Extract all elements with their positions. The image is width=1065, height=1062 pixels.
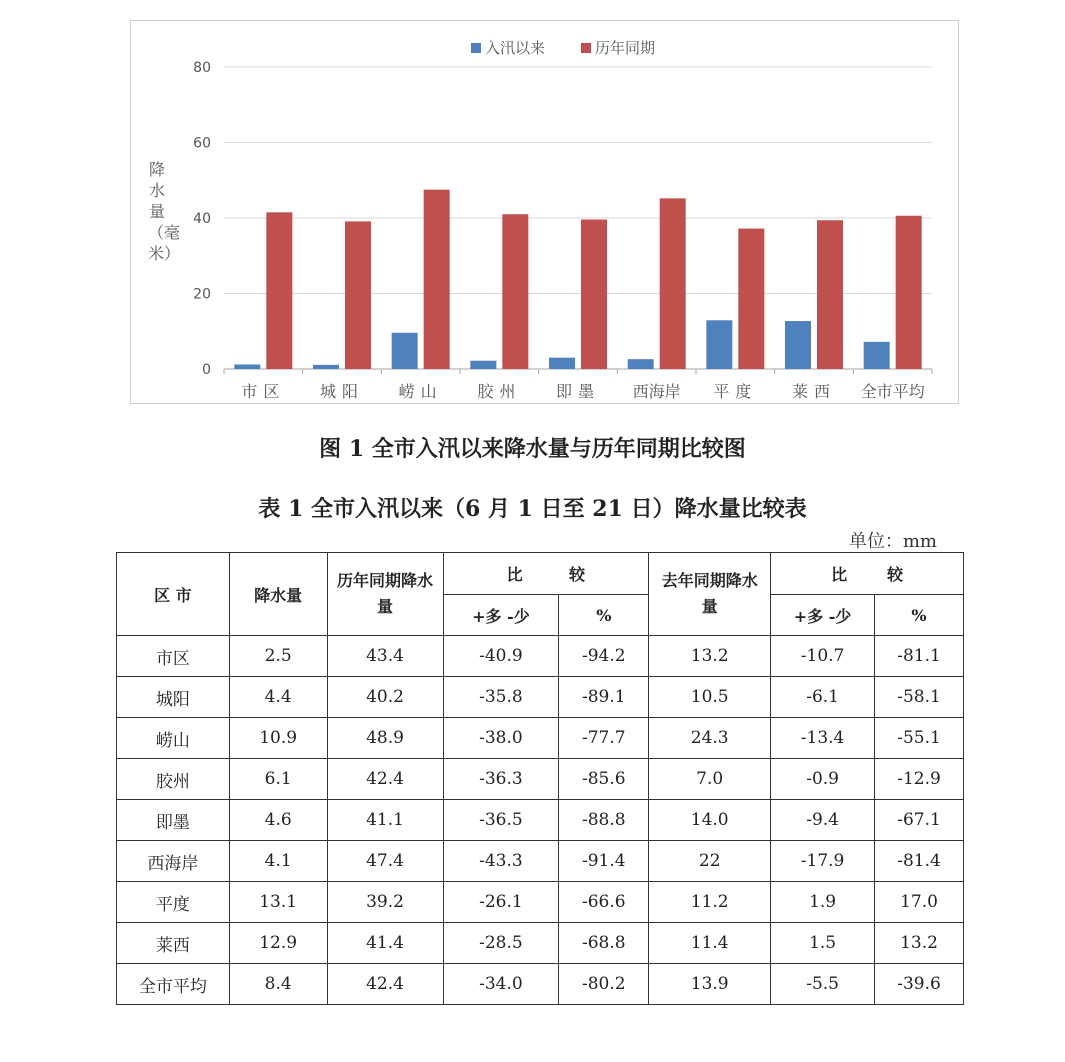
table-row (117, 636, 964, 677)
value-cell: -34.0 (443, 964, 559, 1005)
value-cell: -58.1 (875, 677, 964, 718)
header-pct: % (559, 595, 649, 636)
header-compare (443, 553, 649, 595)
x-tick-label: 莱西 (791, 382, 837, 401)
table-row (117, 677, 964, 718)
value-cell: -80.2 (559, 964, 649, 1005)
value-cell: 13.2 (875, 923, 964, 964)
x-tick-label: 全市平均 (860, 382, 925, 401)
value-cell: -38.0 (443, 718, 559, 759)
header-hist-normal-text: 历年同期降水量 (337, 571, 434, 616)
unit-label: 单位：mm (848, 531, 937, 552)
value-cell: 17.0 (875, 882, 964, 923)
value-cell: 12.9 (229, 923, 327, 964)
y-tick-label: 40 (193, 211, 211, 227)
bar-blue (864, 342, 890, 369)
header-hist-normal (327, 553, 443, 636)
y-axis-label: 降水量（毫米） (148, 160, 181, 263)
y-tick-label: 0 (202, 362, 211, 378)
legend-label: 历年同期 (595, 39, 656, 57)
district-cell: 平度 (117, 882, 230, 923)
value-cell: -39.6 (875, 964, 964, 1005)
table-row (117, 882, 964, 923)
table-row (117, 923, 964, 964)
value-cell: -91.4 (559, 841, 649, 882)
value-cell: 6.1 (229, 759, 327, 800)
header-pct-b: % (875, 595, 964, 636)
header-compare-text-2: 较 (569, 565, 586, 584)
rainfall-chart (130, 20, 959, 404)
bar-red (660, 198, 686, 369)
y-tick-label: 20 (193, 286, 211, 303)
legend-swatch-red (581, 43, 591, 53)
header-last-year-text: 去年同期降水量 (661, 571, 758, 616)
header-last-year (649, 553, 771, 636)
value-cell: -43.3 (443, 841, 559, 882)
value-cell: -81.4 (875, 841, 964, 882)
value-cell: -26.1 (443, 882, 559, 923)
bar-blue (549, 358, 575, 369)
value-cell: 13.9 (649, 964, 771, 1005)
table-row (117, 841, 964, 882)
table-body (117, 636, 964, 1005)
header-compare-b (771, 553, 964, 595)
y-tick-label: 80 (193, 60, 211, 76)
value-cell: -81.1 (875, 636, 964, 677)
table-title: 表 1 全市入汛以来（6 月 1 日至 21 日）降水量比较表 (258, 496, 807, 522)
district-cell: 崂山 (117, 718, 230, 759)
value-cell: -6.1 (771, 677, 875, 718)
district-cell: 西海岸 (117, 841, 230, 882)
value-cell: -89.1 (559, 677, 649, 718)
value-cell: -66.6 (559, 882, 649, 923)
value-cell: 7.0 (649, 759, 771, 800)
value-cell: 41.4 (327, 923, 443, 964)
value-cell: -13.4 (771, 718, 875, 759)
value-cell: 13.1 (229, 882, 327, 923)
legend-item-series-2 (581, 37, 655, 58)
value-cell: -10.7 (771, 636, 875, 677)
value-cell: 47.4 (327, 841, 443, 882)
value-cell: -28.5 (443, 923, 559, 964)
bar-blue (706, 320, 732, 369)
value-cell: 1.9 (771, 882, 875, 923)
value-cell: 48.9 (327, 718, 443, 759)
value-cell: 42.4 (327, 964, 443, 1005)
value-cell: 24.3 (649, 718, 771, 759)
bar-blue (392, 333, 418, 369)
header-rainfall: 降水量 (229, 553, 327, 636)
table-row (117, 759, 964, 800)
district-cell: 全市平均 (117, 964, 230, 1005)
header-compare-text: 比 (506, 565, 523, 584)
x-tick-label: 胶州 (477, 382, 522, 401)
value-cell: -88.8 (559, 800, 649, 841)
x-tick-label: 崂山 (398, 382, 443, 401)
value-cell: 42.4 (327, 759, 443, 800)
value-cell: -94.2 (559, 636, 649, 677)
district-cell: 莱西 (117, 923, 230, 964)
header-diff-b: +多 -少 (771, 595, 875, 636)
value-cell: -67.1 (875, 800, 964, 841)
value-cell: -85.6 (559, 759, 649, 800)
value-cell: -17.9 (771, 841, 875, 882)
value-cell: -77.7 (559, 718, 649, 759)
value-cell: -68.8 (559, 923, 649, 964)
value-cell: 10.9 (229, 718, 327, 759)
chart-canvas (131, 21, 960, 405)
value-cell: -40.9 (443, 636, 559, 677)
bar-red (424, 190, 450, 369)
value-cell: 10.5 (649, 677, 771, 718)
value-cell: 4.4 (229, 677, 327, 718)
header-district: 区 市 (117, 553, 230, 636)
value-cell: 2.5 (229, 636, 327, 677)
bar-red (502, 214, 528, 369)
bar-red (817, 220, 843, 369)
header-compare-b-text: 比 (831, 565, 848, 584)
district-cell: 胶州 (117, 759, 230, 800)
value-cell: 1.5 (771, 923, 875, 964)
x-tick-label: 即墨 (555, 382, 601, 401)
value-cell: 11.4 (649, 923, 771, 964)
value-cell: -0.9 (771, 759, 875, 800)
bar-red (345, 221, 371, 369)
table-row (117, 800, 964, 841)
value-cell: 43.4 (327, 636, 443, 677)
legend-label: 入汛以来 (485, 39, 546, 57)
bar-blue (785, 321, 811, 369)
table-row (117, 964, 964, 1005)
value-cell: 4.6 (229, 800, 327, 841)
x-tick-label: 城阳 (319, 382, 365, 401)
x-tick-label: 平度 (713, 382, 758, 401)
bar-red (266, 212, 292, 369)
value-cell: -9.4 (771, 800, 875, 841)
table-row (117, 718, 964, 759)
value-cell: 4.1 (229, 841, 327, 882)
legend-item-series-1 (471, 37, 545, 58)
header-diff: +多 -少 (443, 595, 559, 636)
value-cell: -35.8 (443, 677, 559, 718)
value-cell: -36.5 (443, 800, 559, 841)
bar-red (896, 216, 922, 369)
value-cell: 40.2 (327, 677, 443, 718)
rainfall-table (116, 552, 964, 1005)
district-cell: 城阳 (117, 677, 230, 718)
bar-blue (470, 361, 496, 369)
chart-legend (471, 37, 655, 58)
x-tick-label: 西海岸 (632, 382, 681, 401)
bar-red (581, 220, 607, 369)
header-compare-b-text-2: 较 (887, 565, 904, 584)
district-cell: 市区 (117, 636, 230, 677)
value-cell: -55.1 (875, 718, 964, 759)
bar-red (738, 229, 764, 369)
value-cell: -36.3 (443, 759, 559, 800)
district-cell: 即墨 (117, 800, 230, 841)
value-cell: 22 (649, 841, 771, 882)
value-cell: -5.5 (771, 964, 875, 1005)
bar-blue (628, 359, 654, 369)
value-cell: 14.0 (649, 800, 771, 841)
value-cell: 8.4 (229, 964, 327, 1005)
value-cell: 41.1 (327, 800, 443, 841)
bar-blue (313, 365, 339, 369)
value-cell: 39.2 (327, 882, 443, 923)
value-cell: 13.2 (649, 636, 771, 677)
bar-blue (234, 364, 260, 369)
figure-caption: 图 1 全市入汛以来降水量与历年同期比较图 (319, 436, 746, 462)
x-tick-label: 市区 (241, 382, 286, 401)
value-cell: 11.2 (649, 882, 771, 923)
value-cell: -12.9 (875, 759, 964, 800)
y-tick-label: 60 (193, 135, 211, 152)
legend-swatch-blue (471, 43, 481, 53)
